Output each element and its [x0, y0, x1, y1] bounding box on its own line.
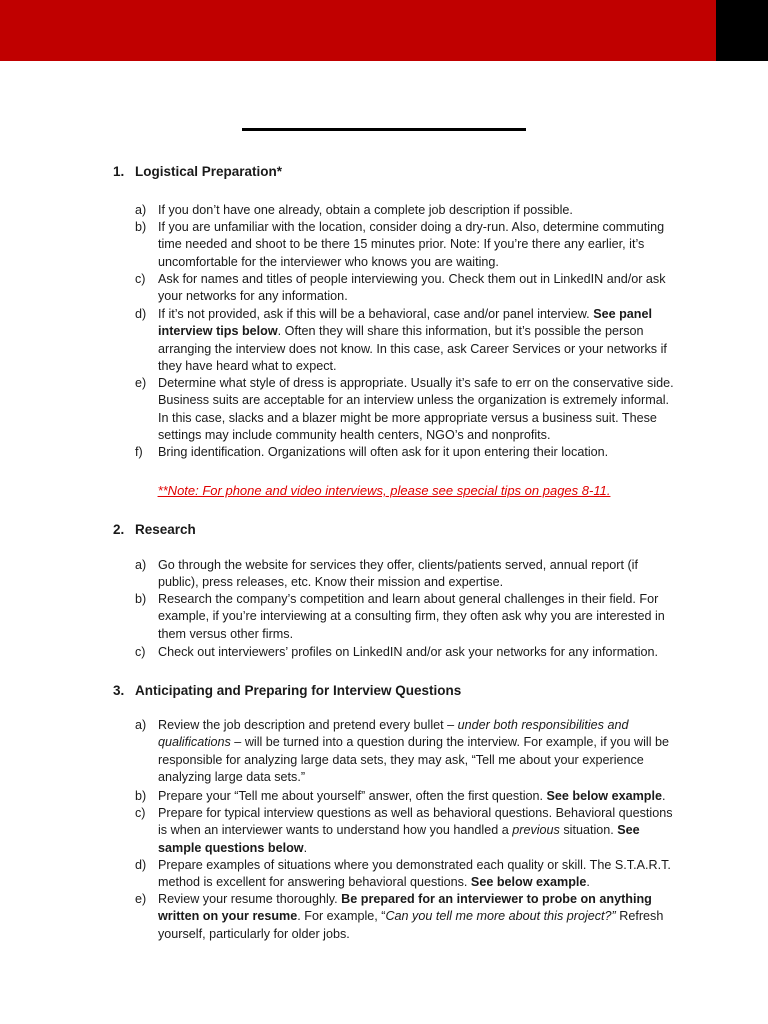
item-label: a)	[135, 718, 147, 732]
text-run: Review your resume thoroughly.	[158, 892, 342, 906]
text-run: Review the job description and pretend every bullet –	[158, 718, 458, 732]
section-heading-research	[113, 521, 196, 538]
bold-run: See sample questions below	[158, 823, 640, 855]
text-run: Prepare for typical interview questions as well as behavioral questions. Behavioral questions is when an interviewer wants to understand how you handled a	[158, 806, 673, 838]
item-label: c)	[135, 645, 146, 659]
text-run: . For example, “	[297, 909, 386, 924]
italic-run: Can you tell me more about this project?”	[385, 909, 616, 924]
item-label: d)	[135, 858, 147, 872]
text-run: If you are unfamiliar with the location, consider doing a dry-run. Also, determine commuting time needed and shoot to be there 15 minutes prior. Note: If you’re there any earlier, it’s uncomfortable for the interviewer who knows you are waiting.	[158, 220, 665, 269]
text-run: Prepare examples of situations where you demonstrated each quality or skill. The S.T.A.R.T. method is excellent for answering behavioral questions.	[158, 858, 671, 890]
section-heading-logistical-preparation	[113, 163, 282, 180]
section-title: Anticipating and Preparing for Interview Questions	[135, 683, 462, 698]
text-run: – will be turned into a question during the interview. For example, if you will be responsible for analyzing large data sets, they may ask, “Tell me about your experience analyzing large data sets.”	[158, 735, 670, 784]
list-item	[135, 891, 680, 943]
item-label: b)	[135, 789, 147, 803]
bold-run: See panel interview tips below	[158, 307, 652, 339]
item-text	[158, 271, 680, 306]
item-text	[158, 591, 680, 643]
item-text	[158, 644, 680, 661]
section-number: 1.	[113, 164, 125, 179]
text-run: If it’s not provided, ask if this will be a behavioral, case and/or panel interview.	[158, 307, 594, 321]
item-text	[158, 557, 680, 592]
list-item	[135, 557, 680, 592]
item-text	[158, 891, 680, 943]
list-item	[135, 219, 680, 271]
item-label: e)	[135, 376, 147, 390]
item-label: c)	[135, 272, 146, 286]
list-item	[135, 444, 680, 461]
section-number: 2.	[113, 522, 125, 537]
text-run: Research the company’s competition and learn about general challenges in their field. For example, if you’re interviewing at a consulting firm, they often ask why you are interested in them versus other firms.	[158, 592, 665, 641]
list-item	[135, 805, 680, 857]
item-text	[158, 375, 680, 444]
bold-run: See below example	[546, 789, 662, 803]
list-item	[135, 375, 680, 444]
italic-run: previous	[512, 823, 560, 838]
text-run: If you don’t have one already, obtain a complete job description if possible.	[158, 203, 573, 217]
item-label: b)	[135, 220, 147, 234]
item-label: b)	[135, 592, 147, 606]
list-item	[135, 857, 680, 892]
text-run: Determine what style of dress is appropriate. Usually it’s safe to err on the conservative side. Business suits are acceptable for an interview unless the organization is extremely informal. In this case, slacks and a blazer might be more appropriate versus a business suit. These settings may include community health centers, NGO’s and nonprofits.	[158, 376, 674, 442]
italic-run: under both responsibilities and qualifications	[158, 718, 629, 750]
text-run: .	[303, 840, 308, 855]
list-item	[135, 202, 680, 219]
item-label: d)	[135, 307, 147, 321]
section-title: Research	[135, 522, 196, 537]
item-label: a)	[135, 203, 147, 217]
section-number: 3.	[113, 683, 125, 698]
list-item	[135, 788, 680, 805]
text-run: . Often they will share this information, but it’s possible the person arranging the interview does not know. In this case, ask Career Services or your networks if they have heard what to expect.	[158, 324, 667, 373]
text-run: Ask for names and titles of people interviewing you. Check them out in LinkedIN and/or ask your networks for any information.	[158, 272, 666, 304]
list-item	[135, 271, 680, 306]
item-label: c)	[135, 806, 146, 820]
bold-run: See below example	[470, 875, 587, 890]
item-label: e)	[135, 892, 147, 906]
list-item	[135, 306, 680, 375]
item-label: a)	[135, 558, 147, 572]
phone-video-note: **Note: For phone and video interviews, please see special tips on pages 8-11.	[157, 483, 611, 498]
item-label: f)	[135, 445, 143, 459]
item-text	[158, 444, 680, 461]
section-title: Logistical Preparation*	[135, 164, 283, 179]
bold-run: Be prepared for an interviewer to probe on anything written on your resume	[158, 892, 652, 924]
item-text	[158, 857, 680, 892]
text-run: Refresh yourself, particularly for older jobs.	[158, 909, 664, 941]
list-item	[135, 591, 680, 643]
section-heading-interview-questions	[113, 682, 461, 699]
item-text	[158, 805, 680, 857]
list-item	[135, 644, 680, 661]
text-run: .	[586, 875, 590, 890]
item-text	[158, 788, 680, 805]
list-item	[135, 717, 680, 786]
item-text	[158, 306, 680, 375]
text-run: Check out interviewers’ profiles on LinkedIN and/or ask your networks for any information.	[158, 645, 659, 659]
text-run: Go through the website for services they offer, clients/patients served, annual report (if public), press releases, etc. Know their mission and expertise.	[158, 558, 638, 590]
item-text	[158, 219, 680, 271]
text-run: Bring identification. Organizations will often ask for it upon entering their location.	[158, 445, 609, 459]
text-run: situation.	[559, 823, 618, 838]
text-run: .	[662, 789, 666, 803]
item-text	[158, 202, 680, 219]
item-text	[158, 717, 680, 786]
text-run: Prepare your “Tell me about yourself” answer, often the first question.	[158, 789, 547, 803]
